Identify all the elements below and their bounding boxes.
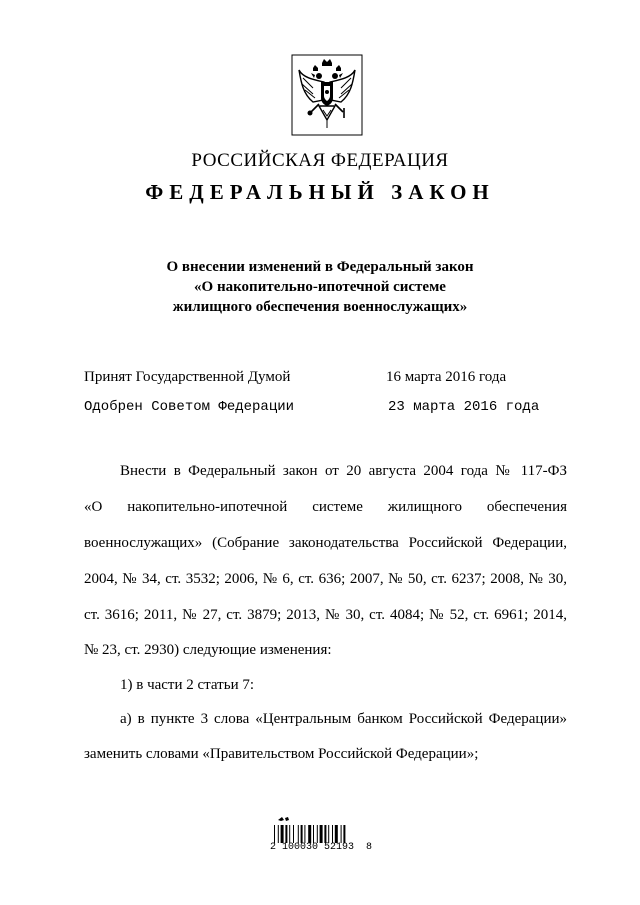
- body-line: военнослужащих» (Собрание законодательства Российской Федерации,: [84, 535, 567, 551]
- law-title-line: жилищного обеспечения военнослужащих»: [172, 299, 468, 315]
- body-line: 2004, № 34, ст. 3532; 2006, № 6, ст. 636; 2007, № 50, ст. 6237; 2008, № 30,: [84, 571, 567, 587]
- law-type-heading: ФЕДЕРАЛЬНЫЙ ЗАКОН: [145, 180, 495, 204]
- coat-of-arms-icon: [291, 54, 363, 136]
- list-item: 1) в части 2 статьи 7:: [120, 677, 255, 693]
- approval-label: Одобрен Советом Федерации: [84, 399, 295, 415]
- approval-date: 23 марта 2016 года: [388, 399, 540, 415]
- law-title: [0, 257, 640, 317]
- law-title-line: «О накопительно-ипотечной системе: [194, 279, 446, 295]
- approval-council-row: [84, 399, 544, 421]
- adoption-duma-row: [84, 369, 544, 391]
- barcode-number: 2 100030 52193 8: [270, 842, 373, 853]
- body-line: «О накопительно-ипотечной системе жилищного обеспечения: [84, 499, 567, 515]
- body-line: заменить словами «Правительством Российской Федерации»;: [84, 746, 479, 762]
- list-item: а) в пункте 3 слова «Центральным банком Российской Федерации»: [120, 711, 567, 727]
- adoption-date: 16 марта 2016 года: [386, 369, 507, 385]
- body-line: Внести в Федеральный закон от 20 августа 2004 года № 117-ФЗ: [120, 463, 567, 479]
- body-line: № 23, ст. 2930) следующие изменения:: [84, 642, 332, 658]
- law-title-line: О внесении изменений в Федеральный закон: [166, 259, 474, 275]
- adoption-label: Принят Государственной Думой: [84, 369, 291, 385]
- body-line: ст. 3616; 2011, № 27, ст. 3879; 2013, № 30, ст. 4084; № 52, ст. 6961; 2014,: [84, 607, 567, 623]
- country-name: РОССИЙСКАЯ ФЕДЕРАЦИЯ: [191, 150, 449, 171]
